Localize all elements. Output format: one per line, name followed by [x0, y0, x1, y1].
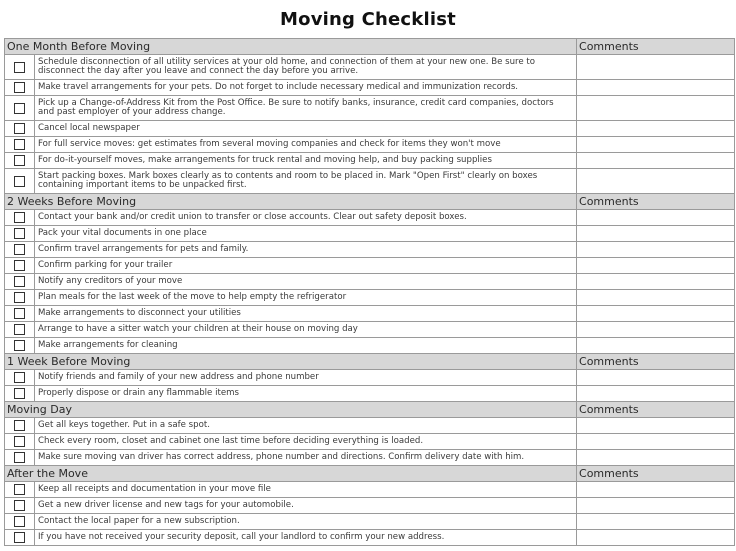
- checkbox-cell: [5, 258, 35, 274]
- task-row: [5, 258, 735, 274]
- comment-cell[interactable]: [577, 434, 735, 450]
- task-row: [5, 498, 735, 514]
- task-row: [5, 338, 735, 354]
- page-title: Moving Checklist: [280, 9, 456, 30]
- task-text: Notify friends and family of your new address and phone number: [35, 370, 577, 386]
- section-header: [5, 402, 735, 418]
- checkbox-cell: [5, 121, 35, 137]
- task-row: [5, 96, 735, 121]
- comments-header: Comments: [577, 354, 735, 370]
- checkbox-cell: [5, 530, 35, 546]
- task-checkbox[interactable]: [14, 212, 25, 223]
- task-text: Get all keys together. Put in a safe spot.: [35, 418, 577, 434]
- checkbox-cell: [5, 290, 35, 306]
- task-row: [5, 434, 735, 450]
- checkbox-cell: [5, 137, 35, 153]
- section-header: [5, 39, 735, 55]
- task-checkbox[interactable]: [14, 340, 25, 351]
- comment-cell[interactable]: [577, 306, 735, 322]
- task-text: For do-it-yourself moves, make arrangements for truck rental and moving help, and buy packing supplies: [35, 153, 577, 169]
- task-checkbox[interactable]: [14, 228, 25, 239]
- task-row: [5, 153, 735, 169]
- comment-cell[interactable]: [577, 121, 735, 137]
- task-checkbox[interactable]: [14, 324, 25, 335]
- checkbox-cell: [5, 386, 35, 402]
- task-text: Confirm parking for your trailer: [35, 258, 577, 274]
- checkbox-cell: [5, 96, 35, 121]
- section-heading: After the Move: [5, 466, 577, 482]
- task-text: Check every room, closet and cabinet one last time before deciding everything is loaded.: [35, 434, 577, 450]
- task-checkbox[interactable]: [14, 62, 25, 73]
- comment-cell[interactable]: [577, 153, 735, 169]
- comments-header: Comments: [577, 402, 735, 418]
- task-text: Get a new driver license and new tags for your automobile.: [35, 498, 577, 514]
- checkbox-cell: [5, 434, 35, 450]
- task-text: Properly dispose or drain any flammable items: [35, 386, 577, 402]
- task-checkbox[interactable]: [14, 420, 25, 431]
- checkbox-cell: [5, 338, 35, 354]
- section-heading: Moving Day: [5, 402, 577, 418]
- task-checkbox[interactable]: [14, 500, 25, 511]
- task-row: [5, 80, 735, 96]
- task-checkbox[interactable]: [14, 155, 25, 166]
- comment-cell[interactable]: [577, 530, 735, 546]
- comment-cell[interactable]: [577, 242, 735, 258]
- comment-cell[interactable]: [577, 482, 735, 498]
- comments-header: Comments: [577, 466, 735, 482]
- comment-cell[interactable]: [577, 370, 735, 386]
- task-checkbox[interactable]: [14, 82, 25, 93]
- comments-header: Comments: [577, 39, 735, 55]
- task-text: Make sure moving van driver has correct address, phone number and directions. Confirm delivery date with him.: [35, 450, 577, 466]
- task-row: [5, 210, 735, 226]
- checkbox-cell: [5, 55, 35, 80]
- task-text: Contact your bank and/or credit union to transfer or close accounts. Clear out safety deposit boxes.: [35, 210, 577, 226]
- task-text: Arrange to have a sitter watch your children at their house on moving day: [35, 322, 577, 338]
- task-checkbox[interactable]: [14, 139, 25, 150]
- comment-cell[interactable]: [577, 322, 735, 338]
- task-checkbox[interactable]: [14, 308, 25, 319]
- task-text: Notify any creditors of your move: [35, 274, 577, 290]
- task-text: Make arrangements to disconnect your utilities: [35, 306, 577, 322]
- task-text: Contact the local paper for a new subscription.: [35, 514, 577, 530]
- checkbox-cell: [5, 306, 35, 322]
- task-checkbox[interactable]: [14, 388, 25, 399]
- task-row: [5, 55, 735, 80]
- task-text: Start packing boxes. Mark boxes clearly as to contents and room to be placed in. Mark "Open First" clearly on boxes containing important items to be unpacked first.: [35, 169, 577, 194]
- checkbox-cell: [5, 370, 35, 386]
- section-heading: One Month Before Moving: [5, 39, 577, 55]
- task-checkbox[interactable]: [14, 532, 25, 543]
- task-text: Make travel arrangements for your pets. Do not forget to include necessary medical and immunization records.: [35, 80, 577, 96]
- checklist-table: [4, 38, 735, 546]
- task-row: [5, 169, 735, 194]
- task-checkbox[interactable]: [14, 452, 25, 463]
- task-text: Confirm travel arrangements for pets and family.: [35, 242, 577, 258]
- task-row: [5, 306, 735, 322]
- checkbox-cell: [5, 514, 35, 530]
- checkbox-cell: [5, 169, 35, 194]
- comment-cell[interactable]: [577, 514, 735, 530]
- checkbox-cell: [5, 418, 35, 434]
- comment-cell[interactable]: [577, 96, 735, 121]
- task-text: Make arrangements for cleaning: [35, 338, 577, 354]
- task-row: [5, 514, 735, 530]
- task-checkbox[interactable]: [14, 176, 25, 187]
- task-row: [5, 450, 735, 466]
- task-checkbox[interactable]: [14, 276, 25, 287]
- task-row: [5, 386, 735, 402]
- task-checkbox[interactable]: [14, 244, 25, 255]
- task-text: Keep all receipts and documentation in your move file: [35, 482, 577, 498]
- comment-cell[interactable]: [577, 55, 735, 80]
- comment-cell[interactable]: [577, 498, 735, 514]
- comment-cell[interactable]: [577, 418, 735, 434]
- comment-cell[interactable]: [577, 290, 735, 306]
- task-text: Cancel local newspaper: [35, 121, 577, 137]
- checkbox-cell: [5, 450, 35, 466]
- task-checkbox[interactable]: [14, 484, 25, 495]
- task-checkbox[interactable]: [14, 103, 25, 114]
- section-header: [5, 194, 735, 210]
- section-header: [5, 354, 735, 370]
- checkbox-cell: [5, 153, 35, 169]
- comment-cell[interactable]: [577, 386, 735, 402]
- comment-cell[interactable]: [577, 338, 735, 354]
- task-row: [5, 370, 735, 386]
- task-text: Schedule disconnection of all utility services at your old home, and connection of them at your new one. Be sure to disconnect the day after you leave and connect the day before you arrive.: [35, 55, 577, 80]
- checkbox-cell: [5, 80, 35, 96]
- task-checkbox[interactable]: [14, 292, 25, 303]
- task-row: [5, 137, 735, 153]
- task-text: For full service moves: get estimates from several moving companies and check for items they won't move: [35, 137, 577, 153]
- task-row: [5, 274, 735, 290]
- checkbox-cell: [5, 274, 35, 290]
- comment-cell[interactable]: [577, 258, 735, 274]
- comment-cell[interactable]: [577, 274, 735, 290]
- checkbox-cell: [5, 210, 35, 226]
- comment-cell[interactable]: [577, 450, 735, 466]
- task-checkbox[interactable]: [14, 436, 25, 447]
- task-row: [5, 322, 735, 338]
- task-row: [5, 418, 735, 434]
- task-checkbox[interactable]: [14, 123, 25, 134]
- task-checkbox[interactable]: [14, 372, 25, 383]
- task-row: [5, 530, 735, 546]
- comment-cell[interactable]: [577, 169, 735, 194]
- task-row: [5, 290, 735, 306]
- checkbox-cell: [5, 498, 35, 514]
- checkbox-cell: [5, 242, 35, 258]
- comments-header: Comments: [577, 194, 735, 210]
- section-heading: 2 Weeks Before Moving: [5, 194, 577, 210]
- comment-cell[interactable]: [577, 137, 735, 153]
- checkbox-cell: [5, 482, 35, 498]
- section-heading: 1 Week Before Moving: [5, 354, 577, 370]
- task-text: Pick up a Change-of-Address Kit from the Post Office. Be sure to notify banks, insurance, credit card companies, doctors and past employer of your address change.: [35, 96, 577, 121]
- task-row: [5, 121, 735, 137]
- comment-cell[interactable]: [577, 80, 735, 96]
- checkbox-cell: [5, 226, 35, 242]
- task-row: [5, 242, 735, 258]
- task-checkbox[interactable]: [14, 260, 25, 271]
- task-row: [5, 482, 735, 498]
- task-text: Pack your vital documents in one place: [35, 226, 577, 242]
- section-header: [5, 466, 735, 482]
- task-checkbox[interactable]: [14, 516, 25, 527]
- task-row: [5, 226, 735, 242]
- task-text: If you have not received your security deposit, call your landlord to confirm your new address.: [35, 530, 577, 546]
- task-text: Plan meals for the last week of the move to help empty the refrigerator: [35, 290, 577, 306]
- comment-cell[interactable]: [577, 226, 735, 242]
- checkbox-cell: [5, 322, 35, 338]
- comment-cell[interactable]: [577, 210, 735, 226]
